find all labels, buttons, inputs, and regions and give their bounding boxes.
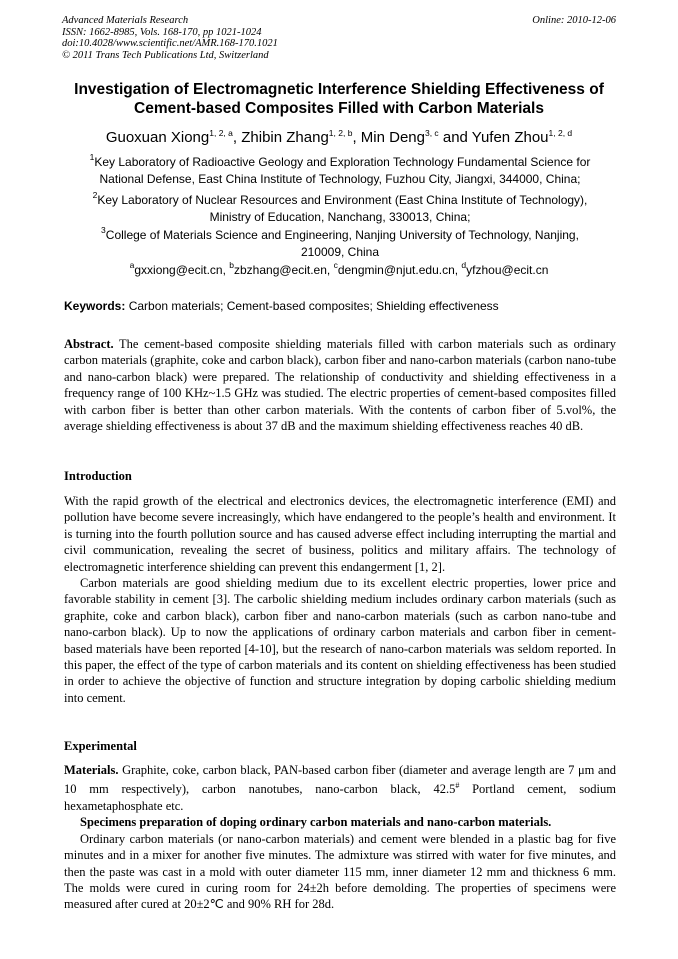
affiliation-2 [64, 192, 616, 226]
title-line-1: Investigation of Electromagnetic Interference Shielding Effectiveness of [74, 81, 604, 98]
author-separator: , [352, 129, 361, 146]
affiliation-line [64, 227, 616, 244]
author-name: Min Deng [360, 129, 425, 146]
affiliation-1 [64, 154, 616, 188]
doi-line: doi:10.4028/www.scientific.net/AMR.168-170.1021 [62, 38, 278, 49]
abstract-text: The cement-based composite shielding materials filled with carbon materials such as ordinary carbon materials (graphite, coke and carbon black), carbon fiber and nano-carbon materials (carbon nano-tube and nano-carbon black) were prepared. The relationship of conductivity and shielding effectiveness in a frequency range of 100 KHz~1.5 GHz was studied. The electric properties of cement-based composites filled with carbon fiber is better than other carbon materials. With the contents of carbon fiber of 5.vol%, the average shielding effectiveness is about 37 dB and the maximum shielding effectiveness reaches 40 dB. [64, 337, 616, 434]
author [106, 129, 233, 146]
journal-name: Advanced Materials Research [62, 15, 189, 26]
materials-label: Materials. [64, 763, 119, 777]
issn-line: ISSN: 1662-8985, Vols. 168-170, pp 1021-1024 [62, 26, 262, 38]
materials-text-continued: Portland cement, sodium hexametaphosphate etc. [64, 782, 616, 813]
author-affiliation-marker: 1, 2, b [328, 128, 353, 138]
email-address: dengmin@njut.edu.cn, [337, 263, 462, 277]
affiliation-3 [64, 227, 616, 261]
introduction-heading: Introduction [64, 469, 132, 483]
affiliation-text: Key Laboratory of Radioactive Geology and Exploration Technology Fundamental Science for [94, 155, 591, 169]
materials-paragraph [64, 762, 616, 814]
keywords-text: Carbon materials; Cement-based composites; Shielding effectiveness [125, 299, 499, 313]
introduction-body [64, 493, 616, 706]
paper-title [52, 80, 626, 118]
experimental-heading: Experimental [64, 739, 137, 753]
abstract [64, 336, 616, 434]
author-name: Yufen Zhou [471, 129, 549, 146]
author [361, 129, 439, 146]
affiliation-text: Key Laboratory of Nuclear Resources and Environment (East China Institute of Technology), [97, 193, 588, 207]
author [241, 129, 352, 146]
author-separator: and [438, 129, 472, 146]
abstract-paragraph [64, 336, 616, 434]
affiliation-line [64, 192, 616, 209]
materials-text: Graphite, coke, carbon black, PAN-based carbon fiber (diameter and average length are 7 μm and 10 mm respectively), carbon nanotubes, nano-carbon black, 42.5 [64, 763, 616, 797]
affiliation-text: College of Materials Science and Engineering, Nanjing University of Technology, Nanjing, [105, 228, 579, 242]
author-list [40, 128, 638, 148]
keywords [64, 298, 616, 315]
specimens-heading: Specimens preparation of doping ordinary carbon materials and nano-carbon materials. [80, 815, 552, 830]
introduction-paragraph-2: Carbon materials are good shielding medium due to its excellent electric properties, lower price and favorable stability in cement [3]. The carbolic shielding medium includes ordinary carbon materials (such as graphite, coke and carbon black), carbon fiber and nano-carbon materials (such as carbon nano-tube and nano-carbon black). Up to now the applications of ordinary carbon materials and carbon fiber in cement-based materials have been reported [4-10], but the research of nano-carbon materials was seldom reported. In this paper, the effect of the type of carbon materials and its content on shielding effectiveness has been studied in order to achieve the objective of function and structure integration by doping carbolic shielding medium into cement. [64, 576, 616, 705]
author [472, 129, 572, 146]
email-address: yfzhou@ecit.cn [466, 263, 549, 277]
author-separator: , [232, 129, 242, 146]
experimental-body [64, 762, 616, 913]
author-name: Zhibin Zhang [241, 129, 329, 146]
affiliation-line: Ministry of Education, Nanchang, 330013, China; [209, 210, 471, 224]
title-line-2: Cement-based Composites Filled with Carbon Materials [134, 100, 544, 117]
email-marker: c [333, 260, 338, 270]
affiliation-line [64, 154, 616, 171]
email-address: zbzhang@ecit.en, [234, 263, 334, 277]
online-date: Online: 2010-12-06 [532, 15, 616, 26]
journal-header [62, 15, 616, 61]
copyright-line: © 2011 Trans Tech Publications Ltd, Switzerland [62, 49, 269, 61]
email-address: gxxiong@ecit.cn, [134, 263, 230, 277]
email-marker: d [461, 260, 467, 270]
cement-grade-marker: # [455, 781, 460, 791]
introduction-paragraph-1: With the rapid growth of the electrical and electronics devices, the electromagnetic interference (EMI) and pollution have become severe increasingly, which have endangered to the people’s health and environment. It is turning into the fourth pollution source and has caused adverse effect including interrupting the martial and civil communication, revealing the secret of business, politics and military affairs. The technology of electromagnetic interference shielding can prevent this endangerment [1, 2]. [64, 494, 616, 574]
email-list [40, 262, 638, 279]
abstract-label: Abstract. [64, 337, 114, 351]
affiliation-line: National Defense, East China Institute of Technology, Fuzhou City, Jiangxi, 344000, China; [99, 172, 581, 186]
affiliation-marker: 2 [92, 190, 98, 200]
specimens-paragraph: Ordinary carbon materials (or nano-carbon materials) and cement were blended in a plastic bag for five minutes and in a mixer for another five minutes. The admixture was stirred with water for five minutes, and then the paste was cast in a mold with outer diameter 115 mm, inner diameter 12 mm and thickness 6 mm. The molds were cured in curing room for 24±2h before demolding. The properties of specimens were measured after cured at 20±2℃ and 90% RH for 28d. [64, 831, 616, 912]
author-affiliation-marker: 1, 2, d [548, 128, 573, 138]
affiliation-line: 210009, China [300, 245, 380, 259]
author-name: Guoxuan Xiong [105, 129, 210, 146]
email-marker: a [129, 260, 135, 270]
author-affiliation-marker: 3, c [424, 128, 439, 138]
author-affiliation-marker: 1, 2, a [209, 128, 233, 138]
email-marker: b [229, 260, 234, 270]
affiliation-marker: 1 [89, 152, 95, 162]
affiliation-marker: 3 [101, 225, 106, 235]
keywords-label: Keywords: [64, 299, 126, 313]
